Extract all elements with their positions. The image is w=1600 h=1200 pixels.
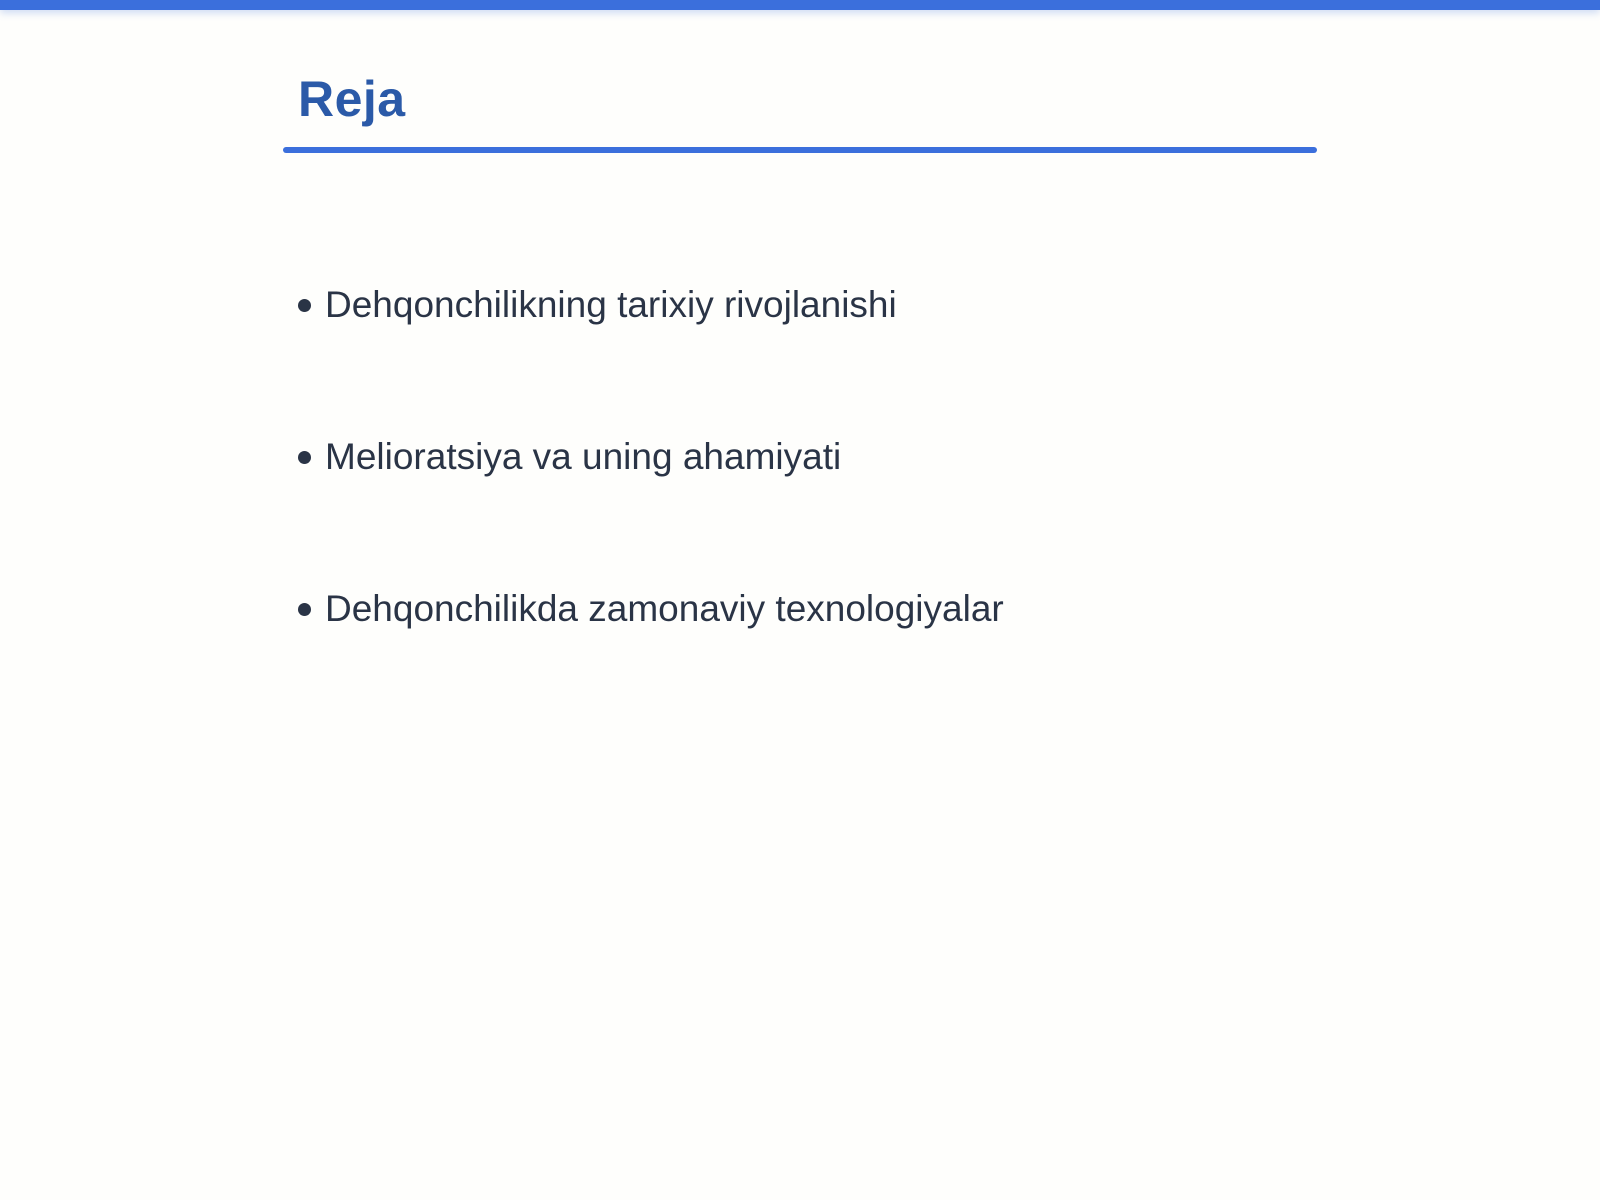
bullet-icon xyxy=(298,451,311,464)
list-item xyxy=(298,586,1004,632)
list-item-text: Melioratsiya va uning ahamiyati xyxy=(325,436,842,477)
title-underline xyxy=(283,147,1317,153)
top-accent-bar xyxy=(0,0,1600,10)
bullet-icon xyxy=(298,603,311,616)
list-item-text: Dehqonchilikning tarixiy rivojlanishi xyxy=(325,284,897,325)
slide-title: Reja xyxy=(298,71,406,127)
list-item xyxy=(298,282,897,328)
list-item-text: Dehqonchilikda zamonaviy texnologiyalar xyxy=(325,588,1004,629)
list-item xyxy=(298,434,841,480)
bullet-icon xyxy=(298,299,311,312)
